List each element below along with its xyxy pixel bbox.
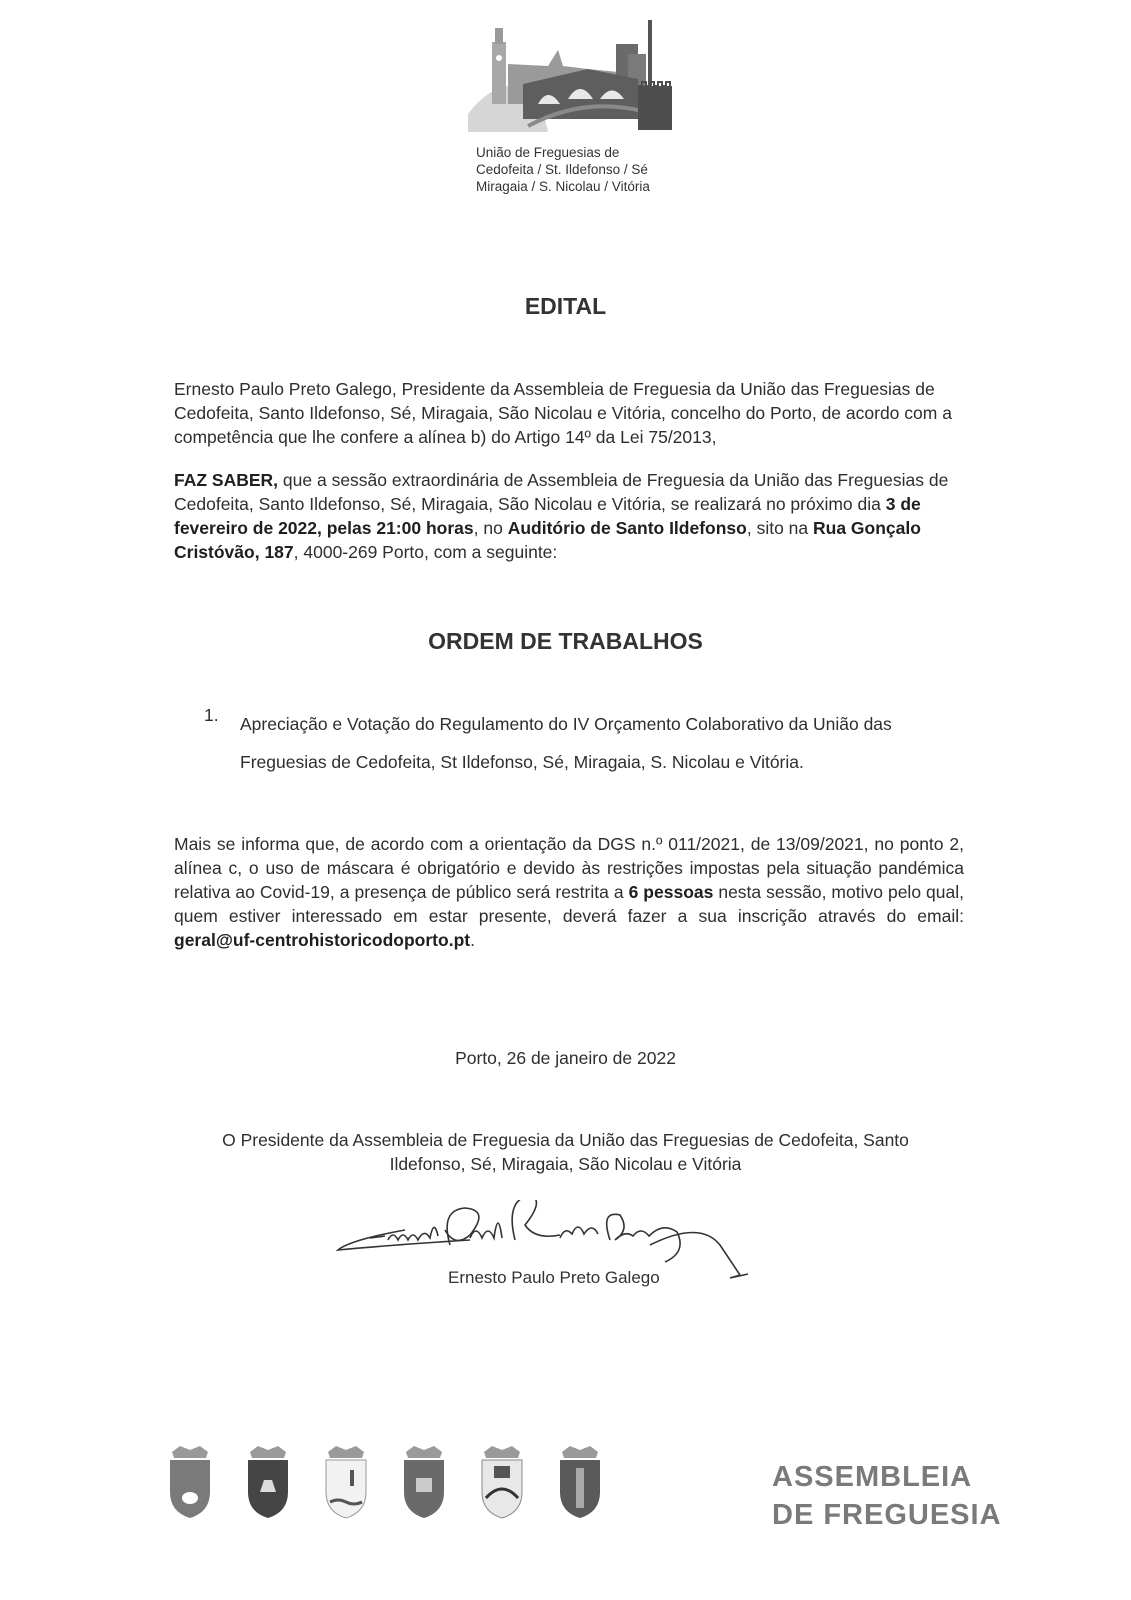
crest-vitoria-icon xyxy=(550,1440,610,1530)
announcement-text: , 4000-269 Porto, com a seguinte: xyxy=(293,542,558,562)
announcement-text: , sito na xyxy=(746,518,813,538)
logo-caption xyxy=(476,144,650,195)
crest-santo-ildefonso-icon xyxy=(238,1440,298,1530)
contact-email: geral@uf-centrohistoricodoporto.pt xyxy=(174,930,471,950)
document-title: EDITAL xyxy=(524,293,607,319)
signatory-name: Ernesto Paulo Preto Galego xyxy=(448,1268,660,1287)
announcement-text: que a sessão extraordinária de Assembleia de Freguesia da União das Freguesias de Cedofeita, Santo Ildefonso, Sé, Miragaia, São Nicolau e Vitória, se realizará no próximo dia xyxy=(174,470,949,514)
notice-paragraph xyxy=(174,832,964,952)
session-venue: Auditório de Santo Ildefonso xyxy=(507,518,747,538)
announcement-text: , no xyxy=(473,518,508,538)
place-date: Porto, 26 de janeiro de 2022 xyxy=(455,1048,676,1068)
crest-sao-nicolau-icon xyxy=(472,1440,532,1530)
session-address: Rua Gonçalo Cristóvão, 187 xyxy=(174,518,921,562)
parish-crests xyxy=(160,1440,610,1530)
notice-text: Mais se informa que, de acordo com a orientação da DGS n.º 011/2021, de 13/09/2021, no ponto 2, alínea c, o uso de máscara é obrigatório e devido às restrições impostas pela situação pandémica relativa ao Covid-19, a presença de público será restrita a xyxy=(174,834,964,902)
signature-text: Ernesto Paulo Preto Galego xyxy=(330,1200,343,1201)
agenda-item-number: 1. xyxy=(204,705,219,725)
signatory-role xyxy=(0,1128,1131,1176)
session-date: 3 de fevereiro de 2022, pelas 21:00 horas xyxy=(174,494,921,538)
crest-cedofeita-icon xyxy=(160,1440,220,1530)
crest-miragaia-icon xyxy=(394,1440,454,1530)
announcement-lead: FAZ SABER, xyxy=(174,470,279,490)
skyline-logo xyxy=(468,14,678,132)
caption-line: Miragaia / S. Nicolau / Vitória xyxy=(476,179,650,194)
agenda-item-text: Apreciação e Votação do Regulamento do IV Orçamento Colaborativo da União das Freguesias de Cedofeita, St Ildefonso, Sé, Miragaia, S. Nicolau e Vitória. xyxy=(240,714,892,772)
assembly-line: DE FREGUESIA xyxy=(772,1499,1002,1531)
notice-text: nesta sessão, motivo pelo qual, quem estiver interessado em estar presente, deverá fazer a sua inscrição através do email: xyxy=(174,882,964,926)
agenda-title: ORDEM DE TRABALHOS xyxy=(428,628,703,654)
assembly-wordmark xyxy=(772,1458,1002,1534)
caption-line: União de Freguesias de xyxy=(476,145,620,160)
notice-text: . xyxy=(470,930,475,950)
role-line: Ildefonso, Sé, Miragaia, São Nicolau e Vitória xyxy=(389,1154,742,1174)
attendance-limit: 6 pessoas xyxy=(628,882,714,902)
crest-se-icon xyxy=(316,1440,376,1530)
caption-line: Cedofeita / St. Ildefonso / Sé xyxy=(476,162,648,177)
assembly-line: ASSEMBLEIA xyxy=(772,1461,973,1493)
intro-paragraph: Ernesto Paulo Preto Galego, Presidente da Assembleia de Freguesia da União das Freguesias de Cedofeita, Santo Ildefonso, Sé, Miragaia, São Nicolau e Vitória, concelho do Porto, de acordo com a competência que lhe confere a alínea b) do Artigo 14º da Lei 75/2013, xyxy=(174,379,952,447)
announcement-paragraph xyxy=(174,468,964,564)
role-line: O Presidente da Assembleia de Freguesia da União das Freguesias de Cedofeita, Santo xyxy=(222,1130,909,1150)
